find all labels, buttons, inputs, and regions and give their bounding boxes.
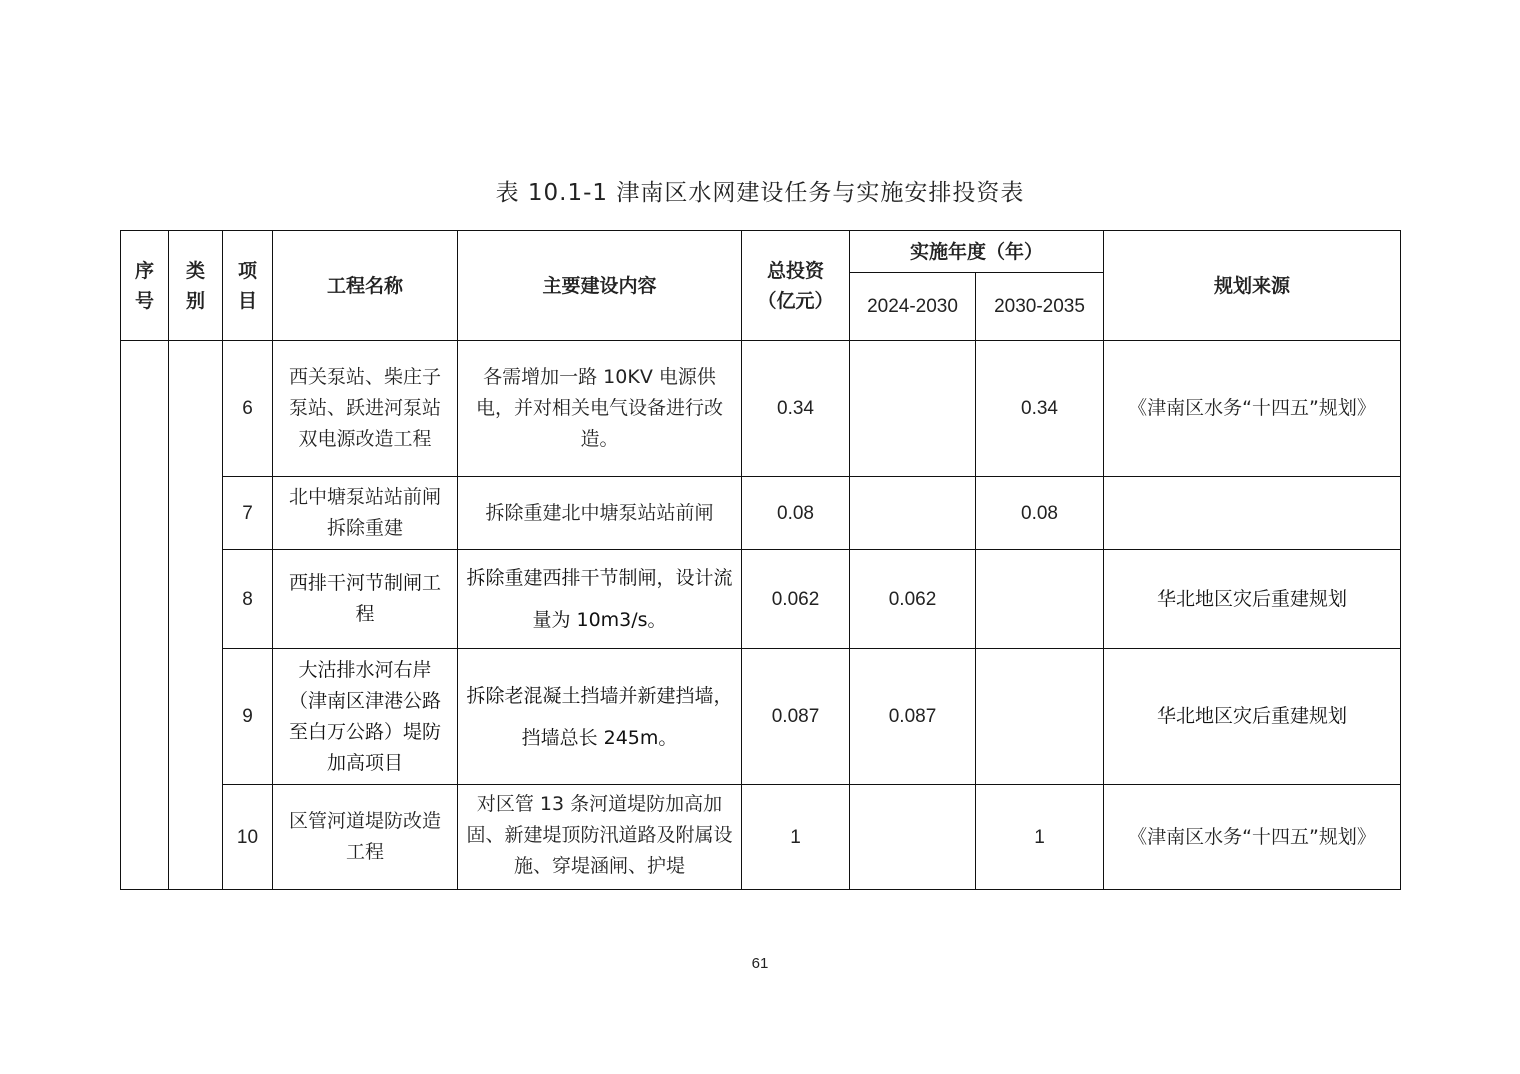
period-1-value: 0.087 (850, 649, 976, 785)
period-2-value: 1 (976, 785, 1104, 890)
total-investment: 0.08 (742, 477, 850, 550)
header-project-name: 工程名称 (273, 231, 458, 341)
header-category: 类别 (169, 231, 223, 341)
table-row (121, 550, 1401, 649)
main-content (458, 785, 742, 890)
period-1-value (850, 785, 976, 890)
investment-table (120, 230, 1401, 890)
header-period-2: 2030-2035 (976, 273, 1104, 341)
total-investment: 0.087 (742, 649, 850, 785)
main-content: 拆除重建西排干节制闸，设计流量为 10m3/s。 (458, 550, 742, 649)
main-content: 拆除老混凝土挡墙并新建挡墙，挡墙总长 245m。 (458, 649, 742, 785)
header-total-investment: 总投资（亿元） (742, 231, 850, 341)
header-period-1: 2024-2030 (850, 273, 976, 341)
table-row (121, 785, 1401, 890)
period-2-value: 0.34 (976, 341, 1104, 477)
header-period-group: 实施年度（年） (850, 231, 1104, 273)
period-2-value (976, 649, 1104, 785)
project-name: 区管河道堤防改造工程 (273, 785, 458, 890)
item-number: 6 (223, 341, 273, 477)
main-content-clip: 对区管 13 条河道堤防加高加固、新建堤顶防汛道路及附属设施、穿堤涵闸、护堤 (466, 793, 733, 877)
project-name: 西关泵站、柴庄子泵站、跃进河泵站双电源改造工程 (273, 341, 458, 477)
table-row (121, 341, 1401, 477)
main-content: 拆除重建北中塘泵站站前闸 (458, 477, 742, 550)
header-source: 规划来源 (1104, 231, 1401, 341)
table-row (121, 649, 1401, 785)
item-number: 8 (223, 550, 273, 649)
project-name: 北中塘泵站站前闸拆除重建 (273, 477, 458, 550)
period-1-value (850, 477, 976, 550)
header-seq: 序号 (121, 231, 169, 341)
page-number: 61 (751, 955, 769, 972)
period-2-value: 0.08 (976, 477, 1104, 550)
main-content: 各需增加一路 10KV 电源供电，并对相关电气设备进行改造。 (458, 341, 742, 477)
header-item: 项目 (223, 231, 273, 341)
project-name: 大沽排水河右岸（津南区津港公路至白万公路）堤防加高项目 (273, 649, 458, 785)
plan-source: 华北地区灾后重建规划 (1104, 649, 1401, 785)
total-investment: 0.34 (742, 341, 850, 477)
plan-source (1104, 477, 1401, 550)
table-row (121, 477, 1401, 550)
plan-source: 《津南区水务“十四五”规划》 (1104, 341, 1401, 477)
plan-source: 《津南区水务“十四五”规划》 (1104, 785, 1401, 890)
table-title: 表 10.1-1 津南区水网建设任务与实施安排投资表 (495, 180, 1025, 206)
period-2-value (976, 550, 1104, 649)
item-number: 10 (223, 785, 273, 890)
period-1-value (850, 341, 976, 477)
item-number: 7 (223, 477, 273, 550)
category-cell (169, 341, 223, 890)
total-investment: 0.062 (742, 550, 850, 649)
total-investment: 1 (742, 785, 850, 890)
item-number: 9 (223, 649, 273, 785)
seq-cell (121, 341, 169, 890)
project-name: 西排干河节制闸工程 (273, 550, 458, 649)
period-1-value: 0.062 (850, 550, 976, 649)
header-main-content: 主要建设内容 (458, 231, 742, 341)
plan-source: 华北地区灾后重建规划 (1104, 550, 1401, 649)
